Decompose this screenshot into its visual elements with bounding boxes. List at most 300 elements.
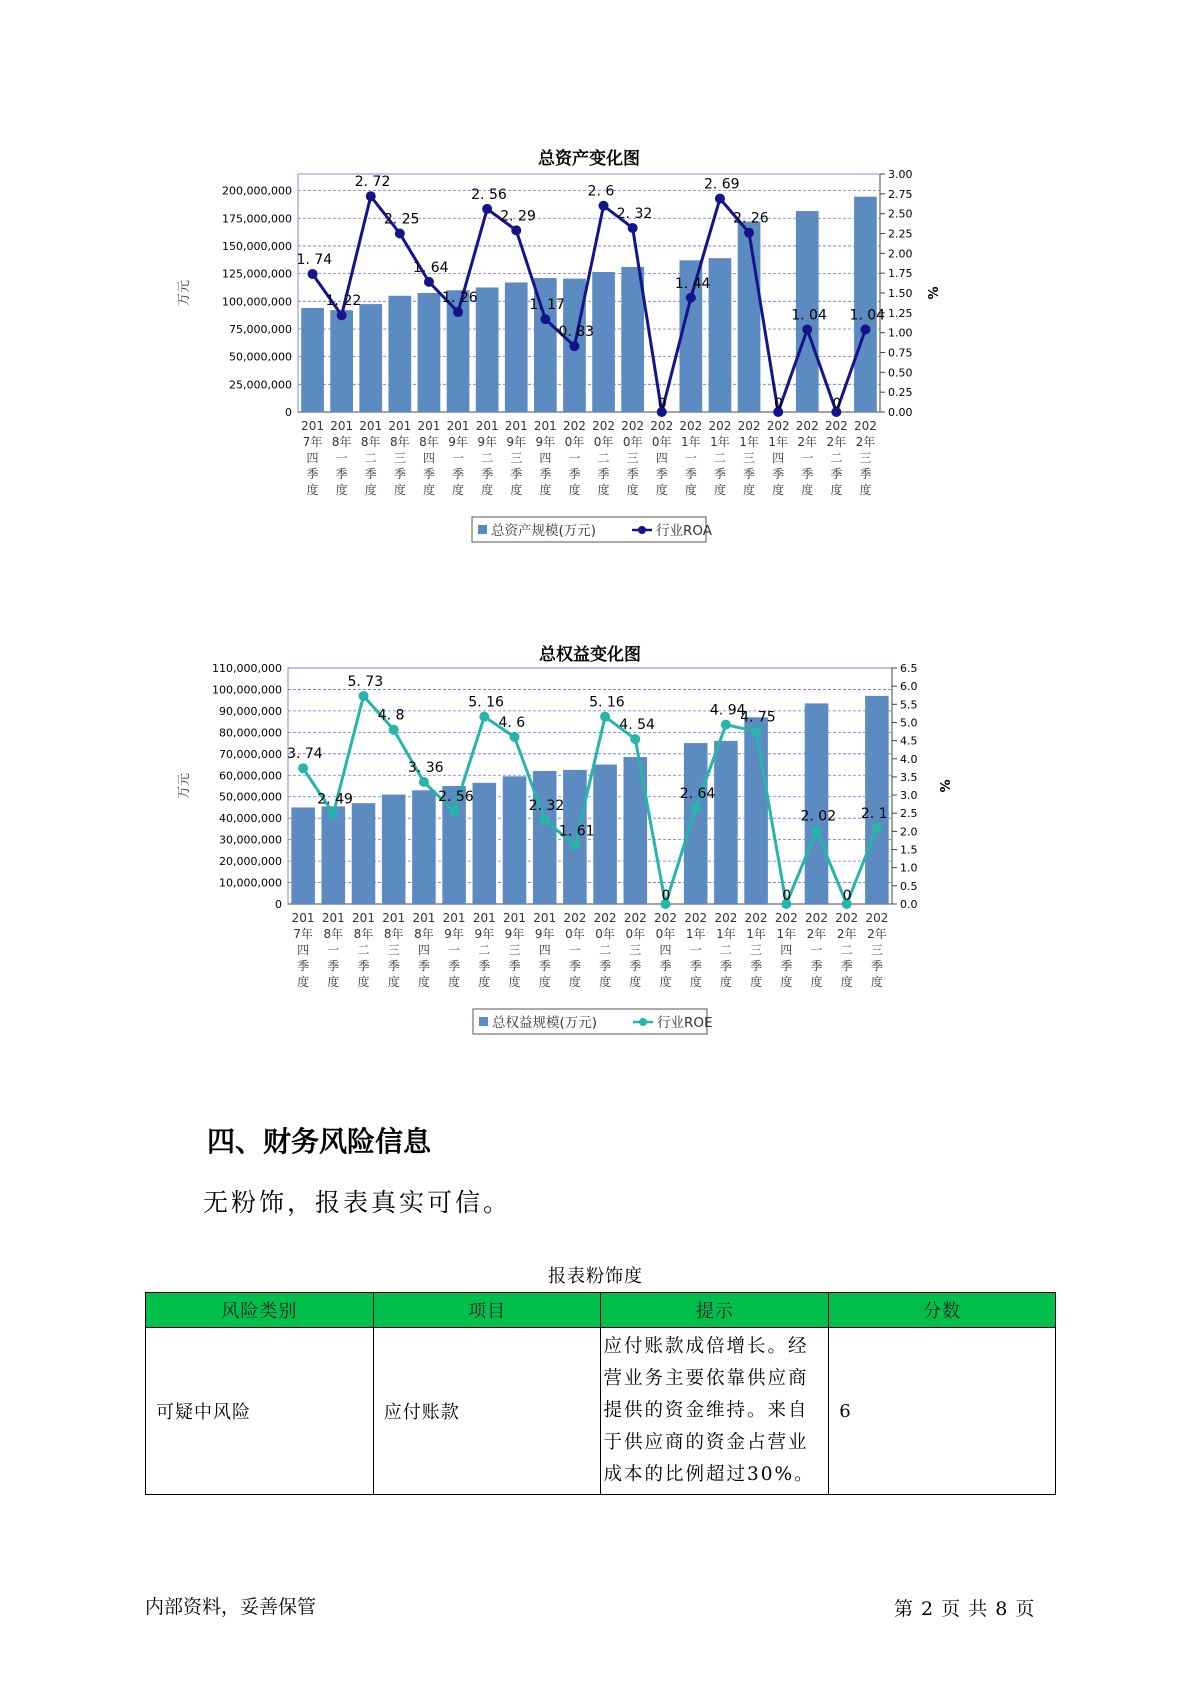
x-tick-line: 度 (830, 483, 843, 497)
x-tick-label (621, 419, 644, 497)
x-tick-line: 度 (422, 483, 435, 497)
total-assets-chart (177, 140, 1040, 580)
x-tick-line: 201 (533, 419, 557, 433)
legend (472, 517, 713, 542)
x-tick-label (654, 911, 677, 989)
x-tick-line: 201 (475, 419, 499, 433)
x-tick-line: 四 (417, 943, 430, 957)
x-tick-line: 2年 (836, 927, 857, 941)
x-tick-line: 2年 (806, 927, 827, 941)
legend-line-label: 行业ROA (656, 523, 713, 539)
data-label: 1. 61 (558, 823, 595, 840)
bar (621, 267, 644, 412)
y2-axis-label: % (939, 779, 954, 793)
bar (322, 806, 346, 904)
x-tick-line: 202 (865, 911, 889, 925)
x-tick-line: 201 (321, 911, 345, 925)
y2-tick-label: 2.50 (888, 207, 913, 221)
y2-tick-label: 1.25 (888, 306, 913, 320)
x-tick-line: 季 (810, 959, 823, 973)
x-tick-line: 度 (510, 483, 523, 497)
x-tick-line: 201 (412, 911, 436, 925)
x-tick-line: 1年 (685, 927, 706, 941)
y-tick-label: 20,000,000 (219, 855, 282, 869)
line-point (510, 732, 520, 742)
x-tick-label (412, 911, 435, 989)
total-equity-chart (177, 638, 1040, 1088)
line-point (337, 310, 347, 320)
y-tick-label: 90,000,000 (219, 704, 282, 718)
legend-bar-label: 总资产规模(万元) (491, 523, 597, 539)
line-point (540, 314, 550, 324)
x-tick-line: 8年 (390, 435, 410, 449)
x-tick-label (796, 419, 819, 497)
x-tick-line: 二 (364, 451, 377, 465)
data-label: 2. 32 (616, 205, 653, 222)
x-tick-line: 四 (780, 943, 793, 957)
line-point (569, 341, 579, 351)
x-tick-line: 三 (629, 943, 642, 957)
x-tick-label (352, 911, 375, 989)
x-tick-line: 度 (539, 483, 552, 497)
x-tick-line: 季 (297, 959, 310, 973)
x-tick-line: 三 (626, 451, 639, 465)
x-tick-line: 度 (335, 483, 348, 497)
x-tick-line: 季 (357, 959, 370, 973)
x-tick-line: 二 (597, 451, 610, 465)
x-tick-line: 1年 (776, 927, 797, 941)
x-tick-label (745, 911, 768, 989)
x-tick-line: 一 (684, 451, 697, 465)
x-tick-line: 三 (510, 451, 523, 465)
x-tick-label (767, 419, 790, 497)
x-tick-line: 四 (422, 451, 435, 465)
y-axis-label: 万元 (177, 279, 192, 307)
y2-tick-label: 3.00 (888, 168, 913, 181)
data-label: 2. 69 (703, 176, 740, 193)
data-label: 4. 54 (619, 717, 655, 734)
x-tick-line: 8年 (419, 435, 439, 449)
x-tick-line: 季 (538, 959, 551, 973)
x-tick-line: 9年 (477, 435, 497, 449)
data-label: 5. 73 (347, 673, 384, 690)
x-tick-line: 8年 (353, 927, 374, 941)
bar (359, 304, 382, 412)
data-label: 4. 75 (740, 709, 776, 726)
x-tick-line: 8年 (414, 927, 434, 941)
x-tick-line: 季 (364, 467, 377, 481)
y-tick-label: 80,000,000 (219, 726, 282, 740)
x-tick-line: 季 (684, 467, 697, 481)
legend-line-label: 行业ROE (657, 1015, 713, 1031)
y2-tick-label: 2.00 (888, 247, 913, 261)
x-tick-line: 0年 (625, 927, 646, 941)
y2-tick-label: 2.75 (888, 187, 913, 201)
data-label: 2. 72 (354, 174, 391, 191)
x-tick-line: 8年 (383, 927, 404, 941)
y-tick-label: 200,000,000 (222, 184, 292, 198)
x-tick-line: 一 (801, 451, 814, 465)
x-tick-line: 201 (301, 419, 325, 433)
x-tick-line: 1年 (681, 435, 701, 449)
x-tick-line: 度 (393, 483, 406, 497)
x-tick-line: 202 (621, 419, 645, 433)
line-point (308, 269, 318, 279)
x-tick-line: 201 (504, 419, 528, 433)
x-tick-line: 7年 (302, 435, 323, 449)
chart-title: 总权益变化图 (539, 645, 641, 665)
y-tick-label: 100,000,000 (212, 683, 282, 697)
x-tick-line: 三 (387, 943, 400, 957)
x-tick-line: 季 (510, 467, 523, 481)
bar (382, 795, 406, 904)
data-label: 0 (657, 396, 667, 412)
x-tick-line: 度 (478, 975, 491, 989)
x-tick-label (503, 911, 526, 989)
x-tick-line: 一 (448, 943, 461, 957)
y2-tick-label: 6.0 (900, 680, 918, 694)
x-tick-line: 2年 (855, 435, 876, 449)
data-label: 5. 16 (589, 694, 625, 711)
chart-svg (177, 140, 1040, 580)
x-tick-line: 二 (357, 943, 370, 957)
x-tick-label (592, 419, 615, 497)
y2-tick-label: 1.5 (900, 843, 918, 857)
y-tick-label: 125,000,000 (222, 267, 292, 281)
line-point (453, 307, 463, 317)
table-caption: 报表粉饰度 (548, 1266, 643, 1287)
line-point (600, 712, 610, 722)
footer-page-number: 第 2 页 共 8 页 (894, 1598, 1036, 1620)
y-tick-label: 175,000,000 (222, 212, 292, 226)
line-point (359, 691, 369, 701)
line-point (872, 823, 882, 833)
x-tick-label (563, 419, 586, 497)
legend-line-marker (639, 1018, 647, 1026)
x-tick-line: 季 (597, 467, 610, 481)
x-tick-line: 二 (719, 943, 732, 957)
data-label: 1. 04 (791, 307, 827, 324)
x-tick-label (505, 419, 528, 497)
x-tick-line: 二 (481, 451, 494, 465)
x-tick-line: 202 (623, 911, 647, 925)
x-tick-label (624, 911, 647, 989)
bar (503, 776, 527, 904)
x-tick-line: 季 (568, 467, 581, 481)
y2-tick-label: 5.5 (900, 698, 918, 712)
x-tick-label (805, 911, 828, 989)
y2-axis-label: % (927, 286, 942, 300)
x-tick-line: 一 (452, 451, 465, 465)
y2-tick-label: 0.00 (888, 406, 913, 419)
x-tick-line: 季 (448, 959, 461, 973)
legend (473, 1009, 713, 1034)
bar (684, 743, 708, 904)
x-tick-label (382, 911, 405, 989)
x-tick-line: 季 (629, 959, 642, 973)
line-point (686, 293, 696, 303)
bar (533, 771, 557, 904)
x-tick-line: 7年 (293, 927, 313, 941)
x-tick-line: 202 (650, 419, 674, 433)
data-label: 1. 26 (442, 290, 478, 307)
x-tick-line: 度 (801, 483, 814, 497)
x-tick-label (835, 911, 858, 989)
bar (291, 807, 315, 904)
x-tick-line: 季 (830, 467, 843, 481)
x-tick-label (684, 911, 707, 989)
x-tick-line: 201 (503, 911, 526, 925)
y-tick-label: 100,000,000 (222, 295, 292, 309)
table-row (146, 1328, 1056, 1495)
x-tick-line: 202 (835, 911, 859, 925)
x-tick-line: 202 (824, 419, 848, 433)
y-tick-label: 50,000,000 (229, 350, 292, 364)
bar (352, 803, 376, 904)
bar (865, 696, 889, 904)
x-tick-line: 201 (330, 419, 354, 433)
y2-tick-label: 6.5 (900, 662, 918, 675)
x-tick-line: 201 (446, 419, 470, 433)
x-tick-line: 201 (359, 419, 383, 433)
data-label: 2. 25 (383, 211, 420, 228)
cell-category: 可疑中风险 (146, 1328, 374, 1495)
x-tick-line: 1年 (746, 927, 766, 941)
y2-tick-label: 1.75 (888, 267, 913, 281)
x-tick-line: 季 (713, 467, 726, 481)
conclusion-text: 无粉饰，报表真实可信。 (203, 1188, 512, 1217)
x-tick-label (533, 911, 556, 989)
x-tick-line: 季 (750, 959, 763, 973)
x-tick-line: 9年 (474, 927, 495, 941)
x-tick-line: 度 (719, 975, 732, 989)
x-tick-label (443, 911, 466, 989)
x-tick-line: 度 (626, 483, 639, 497)
bar (738, 222, 761, 412)
bar (389, 296, 412, 412)
x-tick-line: 二 (840, 943, 853, 957)
x-tick-line: 201 (388, 419, 412, 433)
x-tick-line: 度 (655, 483, 668, 497)
x-tick-line: 度 (327, 975, 340, 989)
y2-tick-label: 1.0 (900, 861, 918, 875)
bar (592, 272, 615, 412)
y-tick-label: 150,000,000 (222, 239, 292, 253)
x-tick-line: 202 (563, 911, 587, 925)
x-tick-line: 四 (538, 943, 551, 957)
x-tick-line: 202 (714, 911, 738, 925)
x-tick-line: 季 (422, 467, 435, 481)
line-point (812, 826, 822, 836)
y2-tick-label: 1.50 (888, 287, 913, 300)
y2-tick-label: 2.0 (900, 825, 918, 839)
x-tick-line: 季 (568, 959, 581, 973)
x-tick-label (301, 419, 324, 497)
y2-tick-label: 0.25 (888, 386, 913, 400)
x-tick-line: 度 (870, 975, 883, 989)
x-tick-label (825, 419, 848, 497)
chart-title: 总资产变化图 (538, 149, 640, 169)
x-tick-line: 季 (306, 467, 319, 481)
x-tick-line: 8年 (360, 435, 381, 449)
line-point (389, 725, 399, 735)
x-tick-line: 度 (297, 975, 310, 989)
x-tick-line: 度 (684, 483, 697, 497)
cell-score: 6 (829, 1328, 1056, 1495)
x-tick-line: 四 (772, 451, 785, 465)
legend-bar-label: 总权益规模(万元) (492, 1015, 598, 1031)
y-tick-label: 0 (275, 898, 282, 911)
cell-item: 应付账款 (373, 1328, 601, 1495)
line-point (630, 734, 640, 744)
x-tick-line: 三 (870, 943, 883, 957)
x-tick-line: 季 (452, 467, 465, 481)
bar (593, 765, 617, 904)
data-label: 0 (832, 396, 842, 412)
data-label: 2. 02 (800, 808, 837, 825)
x-tick-line: 季 (417, 959, 430, 973)
data-label: 0 (774, 396, 784, 412)
y2-tick-label: 0.0 (900, 898, 918, 911)
x-tick-label (292, 911, 315, 989)
x-tick-label (330, 419, 353, 497)
y-tick-label: 75,000,000 (229, 322, 292, 336)
x-tick-line: 度 (599, 975, 612, 989)
x-tick-line: 8年 (331, 435, 352, 449)
data-label: 0 (782, 888, 792, 904)
data-label: 2. 29 (500, 208, 536, 225)
x-tick-label (534, 419, 557, 497)
x-tick-line: 2年 (826, 435, 847, 449)
data-label: 3. 74 (287, 746, 323, 763)
x-tick-line: 二 (713, 451, 726, 465)
x-tick-line: 季 (689, 959, 702, 973)
x-tick-line: 度 (481, 483, 494, 497)
x-tick-line: 一 (568, 943, 581, 957)
line-point (721, 720, 731, 730)
bar (476, 287, 499, 412)
x-tick-line: 三 (750, 943, 763, 957)
x-tick-line: 季 (780, 959, 793, 973)
bar (301, 308, 324, 412)
y2-tick-label: 4.0 (900, 752, 918, 766)
x-tick-line: 0年 (593, 435, 614, 449)
plot-area (298, 174, 880, 412)
x-tick-line: 一 (568, 451, 581, 465)
x-tick-line: 202 (853, 419, 877, 433)
x-tick-line: 四 (659, 943, 672, 957)
x-tick-label (775, 911, 798, 989)
x-tick-line: 9年 (506, 435, 527, 449)
line-point (751, 727, 761, 737)
x-tick-line: 202 (708, 419, 732, 433)
bar (744, 717, 768, 904)
x-tick-line: 度 (859, 483, 872, 497)
legend-line-marker (638, 526, 646, 534)
y2-tick-label: 0.75 (888, 346, 913, 360)
data-label: 1. 64 (412, 259, 449, 276)
header-score: 分数 (829, 1293, 1056, 1328)
legend-bar-swatch (478, 525, 487, 534)
data-label: 1. 22 (325, 293, 362, 310)
x-tick-line: 三 (743, 451, 756, 465)
x-tick-label (714, 911, 737, 989)
section-title: 四、财务风险信息 (207, 1125, 432, 1158)
x-tick-line: 202 (737, 419, 761, 433)
x-tick-line: 季 (870, 959, 883, 973)
x-tick-line: 202 (593, 911, 617, 925)
line-point (744, 228, 754, 238)
x-tick-line: 一 (689, 943, 702, 957)
x-tick-line: 季 (772, 467, 785, 481)
x-tick-line: 季 (743, 467, 756, 481)
y-tick-label: 10,000,000 (219, 876, 282, 890)
line-point (482, 204, 492, 214)
x-tick-label (679, 419, 702, 497)
line-point (479, 712, 489, 722)
y2-tick-label: 3.0 (900, 789, 918, 803)
x-tick-line: 季 (655, 467, 668, 481)
x-tick-line: 201 (417, 419, 441, 433)
x-tick-line: 0年 (595, 927, 615, 941)
data-label: 2. 1 (860, 805, 888, 822)
y-tick-label: 110,000,000 (212, 662, 282, 675)
x-tick-line: 三 (393, 451, 406, 465)
data-label: 2. 56 (438, 789, 474, 806)
bar (412, 790, 436, 904)
x-tick-line: 四 (655, 451, 668, 465)
data-label: 2. 64 (679, 786, 716, 803)
data-label: 0. 83 (558, 324, 595, 341)
x-tick-line: 二 (478, 943, 491, 957)
x-tick-line: 季 (478, 959, 491, 973)
x-tick-line: 201 (442, 911, 466, 925)
line-point (449, 806, 459, 816)
x-tick-line: 度 (538, 975, 551, 989)
x-tick-line: 9年 (534, 927, 555, 941)
y-tick-label: 0 (285, 406, 292, 419)
x-tick-line: 202 (592, 419, 616, 433)
x-tick-line: 201 (382, 911, 406, 925)
x-tick-line: 度 (713, 483, 726, 497)
x-tick-line: 1年 (739, 435, 759, 449)
x-tick-line: 202 (684, 911, 708, 925)
x-tick-line: 201 (291, 911, 315, 925)
x-tick-line: 季 (599, 959, 612, 973)
x-tick-line: 9年 (448, 435, 468, 449)
y-tick-label: 25,000,000 (229, 378, 292, 392)
y2-tick-label: 0.5 (900, 879, 918, 893)
x-tick-line: 202 (654, 911, 677, 925)
x-tick-line: 度 (364, 483, 377, 497)
x-tick-line: 度 (568, 975, 581, 989)
chart-svg (177, 638, 1040, 1088)
x-tick-label (708, 419, 731, 497)
x-tick-line: 0年 (651, 435, 672, 449)
x-tick-line: 季 (393, 467, 406, 481)
x-tick-line: 度 (810, 975, 823, 989)
x-tick-line: 202 (744, 911, 768, 925)
cell-hint: 应付账款成倍增长。经营业务主要依靠供应商提供的资金维持。来自于供应商的资金占营业成本的比例超过30%。 (601, 1328, 829, 1495)
x-tick-line: 度 (417, 975, 430, 989)
x-tick-label (447, 419, 470, 497)
y-tick-label: 40,000,000 (219, 812, 282, 826)
bar (505, 282, 528, 412)
data-label: 4. 94 (709, 702, 746, 719)
y-tick-label: 70,000,000 (219, 747, 282, 761)
x-tick-line: 度 (659, 975, 672, 989)
x-tick-line: 202 (774, 911, 798, 925)
